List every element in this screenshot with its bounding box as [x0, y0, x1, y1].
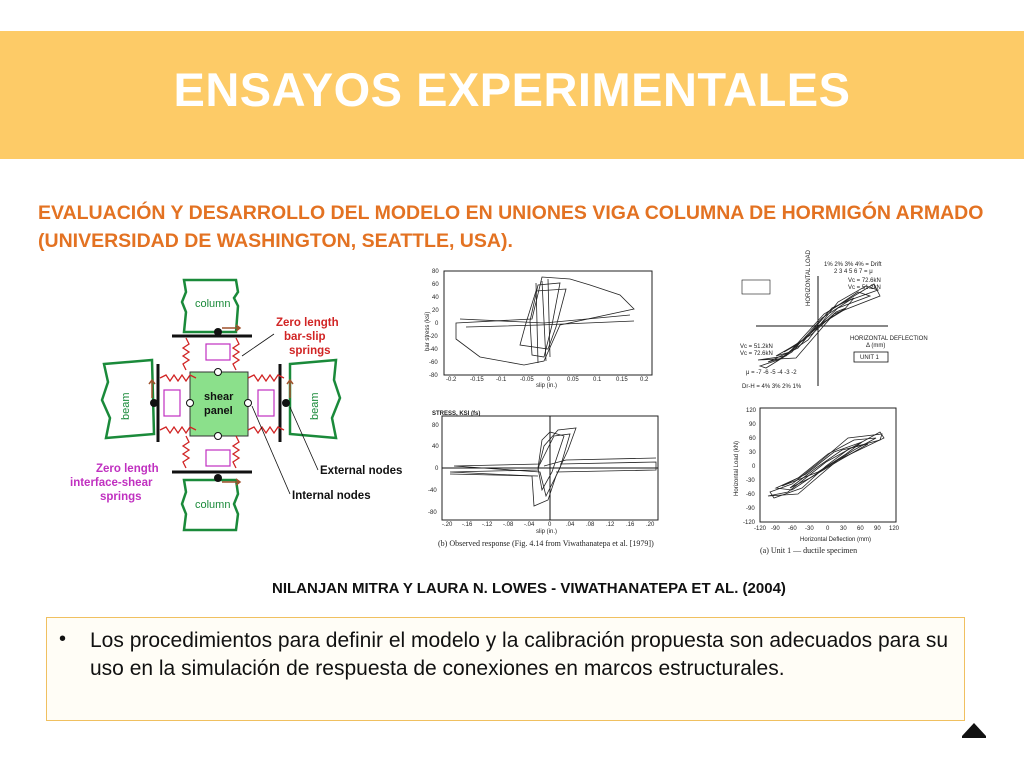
x-tick-label: 0.15: [616, 377, 628, 383]
shear-panel-label-1: shear: [204, 391, 234, 403]
hysteresis-curves: [450, 428, 656, 506]
x-tick-label: -30: [805, 526, 814, 532]
bar-slip-label-1: Zero length: [276, 317, 339, 329]
y-tick-label: -60: [429, 360, 438, 366]
y-tick-label: -90: [746, 506, 755, 512]
y-tick-label: -20: [429, 334, 438, 340]
next-slide-arrow-icon[interactable]: [960, 720, 988, 740]
x-axis-label: Horizontal Deflection (mm): [800, 537, 872, 543]
y-tick-label: -30: [746, 478, 755, 484]
y-tick-label: -40: [429, 347, 438, 353]
specimen-sketch: [742, 280, 770, 294]
interface-label-1: Zero length: [96, 463, 159, 475]
x-tick-label: -0.2: [446, 377, 457, 383]
external-node: [282, 399, 290, 407]
internal-node: [215, 433, 222, 440]
y-tick-label: -120: [743, 520, 756, 526]
x-tick-label: .16: [626, 522, 635, 528]
internal-node: [215, 369, 222, 376]
figure-caption: (b) Observed response (Fig. 4.14 from Viwathanatepa et al. [1979]): [438, 539, 654, 548]
unit-label: UNIT 1: [860, 355, 879, 361]
y-tick-label: -80: [428, 510, 437, 516]
credits-line: NILANJAN MITRA Y LAURA N. LOWES - VIWATHANATEPA ET AL. (2004): [272, 580, 786, 597]
internal-nodes-label: Internal nodes: [292, 490, 371, 502]
y-tick-label: 60: [432, 282, 439, 288]
bar-slip-spring: [233, 436, 239, 468]
interface-label-3: springs: [100, 491, 142, 503]
figure-caption: (a) Unit 1 — ductile specimen: [760, 546, 858, 555]
y-tick-label: -40: [428, 488, 437, 494]
y-tick-labels: [428, 423, 439, 516]
x-tick-label: .04: [566, 522, 575, 528]
beam-right-label: beam: [309, 392, 321, 420]
drift-bottom-label: Dr-H = 4% 3% 2% 1%: [742, 384, 802, 390]
x-tick-label: -120: [754, 526, 767, 532]
y-tick-label: 0: [752, 464, 756, 470]
external-node: [150, 399, 158, 407]
y-axis-label: Horizontal Load (kN): [734, 440, 740, 496]
plot-bar-slip: [420, 265, 658, 389]
y-tick-labels: [743, 408, 757, 526]
x-tick-label: -60: [788, 526, 797, 532]
x-tick-label: 0.1: [593, 377, 602, 383]
bullet-point: •: [59, 628, 67, 650]
y-axis-label: STRESS, KSI (fs): [432, 411, 481, 417]
vc-bot-1: Vc = 51.2kN: [740, 344, 773, 350]
vc-top-1: Vc = 72.6kN: [848, 278, 881, 284]
internal-node: [187, 400, 194, 407]
x-tick-label: 0: [548, 522, 552, 528]
y-tick-label: -60: [746, 492, 755, 498]
plot-observed-response: [420, 406, 670, 552]
interface-shear-spring: [206, 450, 230, 466]
x-tick-label: 0: [826, 526, 830, 532]
x-axis-label: HORIZONTAL DEFLECTION: [850, 336, 928, 342]
x-tick-label: -0.15: [470, 377, 484, 383]
x-tick-label: 0: [547, 377, 551, 383]
y-tick-label: 30: [749, 450, 756, 456]
slide-subtitle: EVALUACIÓN Y DESARROLLO DEL MODELO EN UNIONES VIGA COLUMNA DE HORMIGÓN ARMADO (UNIVERSIDAD DE WASHINGTON, SEATTLE, USA).: [38, 202, 984, 252]
slide-title: ENSAYOS EXPERIMENTALES: [173, 63, 851, 116]
x-tick-label: -0.05: [520, 377, 534, 383]
joint-model-diagram: [70, 272, 406, 540]
y-tick-label: 0: [435, 466, 439, 472]
external-node: [214, 328, 222, 336]
x-tick-label: -.04: [524, 522, 535, 528]
y-tick-label: 60: [749, 436, 756, 442]
hysteresis-curves: [456, 277, 634, 365]
x-axis-unit: Δ (mm): [866, 343, 886, 349]
x-tick-label: -.12: [482, 522, 493, 528]
external-node: [214, 474, 222, 482]
y-axis-label: bar stress (ksi): [425, 311, 431, 351]
y-axis-label: HORIZONTAL LOAD: [806, 249, 812, 306]
interface-label-2: interface-shear: [70, 477, 153, 489]
y-tick-label: 20: [432, 308, 439, 314]
x-tick-label: 60: [857, 526, 864, 532]
x-tick-label: -90: [771, 526, 780, 532]
bar-slip-spring: [233, 338, 239, 370]
x-axis-label: slip (in.): [536, 529, 558, 535]
x-tick-label: -.20: [442, 522, 453, 528]
x-tick-label: .12: [606, 522, 615, 528]
external-nodes-label: External nodes: [320, 465, 403, 477]
bar-slip-spring: [183, 338, 189, 370]
plot-frame: [760, 408, 896, 522]
interface-shear-spring: [164, 390, 180, 416]
x-tick-label: 0.05: [567, 377, 579, 383]
bar-slip-label-2: bar-slip: [284, 331, 326, 343]
x-tick-label: -.16: [462, 522, 473, 528]
hysteresis-curves: [768, 432, 884, 498]
x-tick-labels: [446, 377, 649, 383]
column-top-label: column: [195, 298, 231, 310]
drift-top-label: 1% 2% 3% 4% = Drift: [824, 262, 882, 268]
y-tick-label: -80: [429, 373, 438, 379]
shear-panel-label-2: panel: [204, 405, 233, 417]
x-axis-label: slip (in.): [536, 383, 558, 389]
plot-unit1-load-deflection: [738, 249, 928, 396]
interface-shear-spring: [258, 390, 274, 416]
x-tick-label: -0.1: [496, 377, 507, 383]
column-bottom-label: column: [195, 499, 231, 511]
y-tick-label: 90: [749, 422, 756, 428]
interface-shear-spring: [206, 344, 230, 360]
summary-text: Los procedimientos para definir el modelo y la calibración propuesta son adecuados para su uso en la simulación de respuesta de conexiones en marcos estructurales.: [90, 629, 949, 680]
plot-ductile-specimen: [730, 404, 904, 556]
beam-left-label: beam: [120, 392, 132, 420]
leader-line: [252, 406, 290, 494]
y-tick-label: 0: [435, 321, 439, 327]
ductility-bottom-label: μ = -7 -6 -5 -4 -3 -2: [746, 370, 797, 376]
x-tick-label: 0.2: [640, 377, 649, 383]
summary-box: [46, 617, 965, 721]
internal-node: [245, 400, 252, 407]
y-tick-label: 120: [746, 408, 757, 414]
x-tick-label: -.08: [503, 522, 514, 528]
y-tick-label: 40: [432, 444, 439, 450]
x-tick-labels: [442, 522, 655, 528]
x-tick-labels: [754, 526, 900, 532]
vc-top-2: Vc = 51.2kN: [848, 285, 881, 291]
shear-panel: [190, 372, 248, 436]
x-tick-label: 90: [874, 526, 881, 532]
ductility-top-label: 2 3 4 5 6 7 = μ: [834, 269, 873, 275]
x-tick-label: .08: [586, 522, 595, 528]
bar-slip-label-3: springs: [289, 345, 331, 357]
x-tick-label: 30: [840, 526, 847, 532]
y-tick-label: 80: [432, 269, 439, 275]
y-tick-label: 40: [432, 295, 439, 301]
x-tick-label: 120: [889, 526, 900, 532]
bar-slip-spring: [183, 436, 189, 468]
vc-bot-2: Vc = 72.6kN: [740, 351, 773, 357]
y-tick-label: 80: [432, 423, 439, 429]
x-tick-label: .20: [646, 522, 655, 528]
